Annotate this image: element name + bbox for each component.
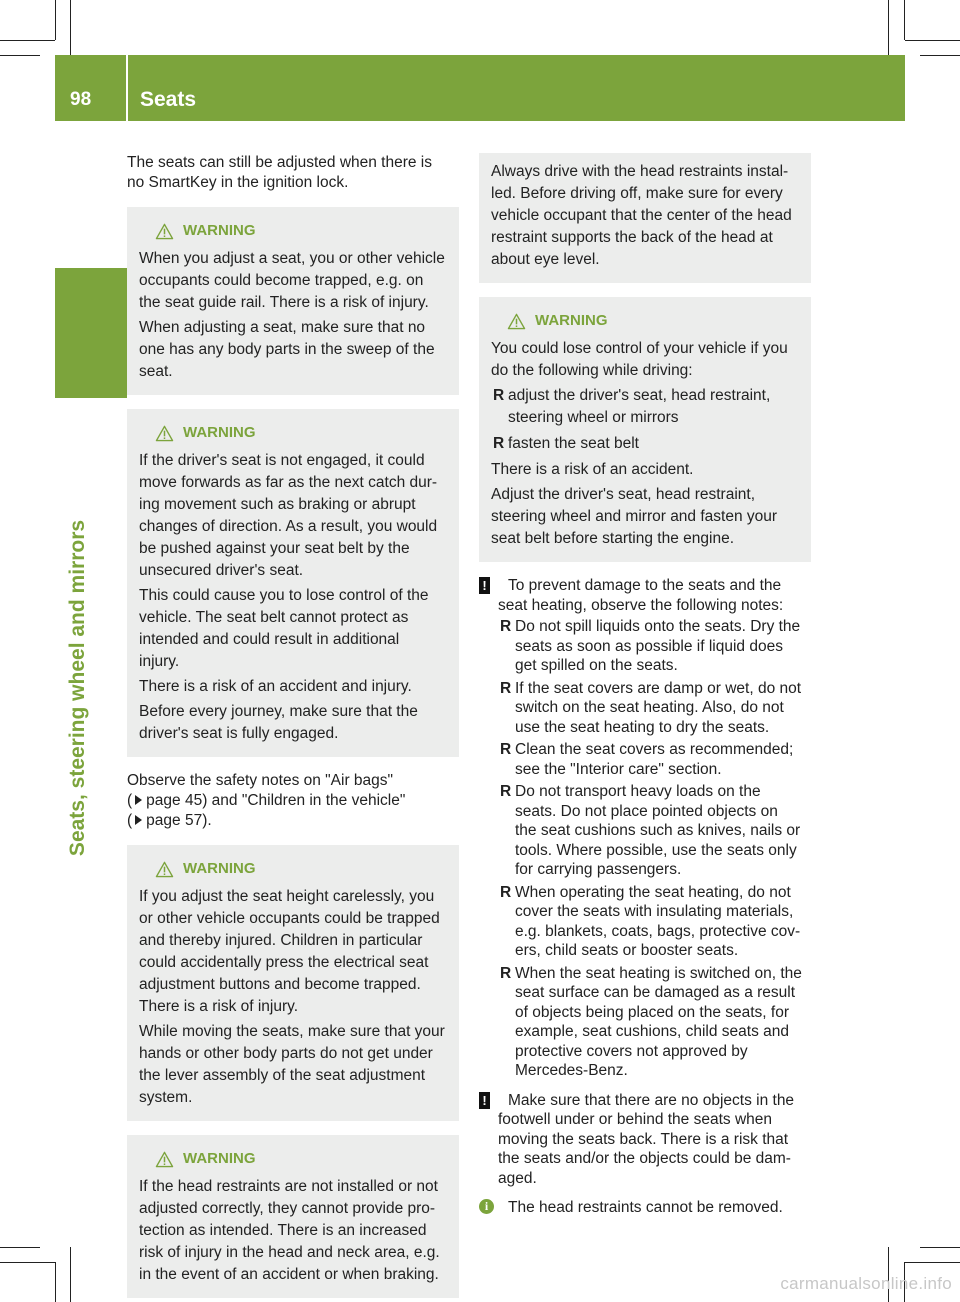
- bullet-marker: R: [500, 618, 512, 635]
- warning-text: When adjusting a seat, make sure that no one has any body parts in the sweep of the seat.: [139, 319, 435, 380]
- warning-header: [507, 310, 801, 332]
- page-reference-link[interactable]: page 57).: [146, 812, 212, 829]
- list-item: R When operating the seat heating, do not cover the seats with insulating materials, e.g. blankets, coats, bags, protective cov- ers, child seats or booster seats.: [500, 883, 801, 959]
- warning-text: Before every journey, make sure that the driver's seat is fully engaged.: [139, 703, 418, 742]
- note-bullet-list: [498, 617, 811, 1081]
- exclamation-icon: !: [479, 1092, 490, 1109]
- note-head-restraints-info: i The head restraints cannot be removed.: [479, 1198, 811, 1218]
- crop-mark: [888, 0, 889, 55]
- crop-mark: [920, 55, 960, 56]
- warning-text: You could lose control of your vehicle if you do the following while driving:: [491, 340, 788, 379]
- warning-header: [155, 220, 449, 242]
- list-item: R Do not spill liquids onto the seats. Dry the seats as soon as possible if liquid does get spilled on the seats.: [500, 618, 801, 674]
- bullet-marker: R: [500, 883, 512, 901]
- warning-text: If the head restraints are not installed or not adjusted correctly, they cannot provide pro- tection as intended. There is an increased risk of injury in the head and neck area, e.g. in the event of an accident or when braking.: [139, 1178, 440, 1283]
- warning-box-seat-adjust: [127, 207, 459, 395]
- bullet-marker: R: [493, 435, 505, 452]
- exclamation-icon: !: [479, 577, 490, 594]
- warning-header: [155, 422, 449, 444]
- intro-paragraph: The seats can still be adjusted when there is no SmartKey in the ignition lock.: [127, 154, 433, 191]
- bullet-marker: R: [500, 783, 512, 800]
- warning-text: There is a risk of an accident and injury.: [139, 678, 412, 695]
- crop-mark: [905, 1262, 960, 1263]
- warning-text: If the driver's seat is not engaged, it could move forwards as far as the next catch dur- ing movement such as braking or abrupt changes of direction. As a result, you would be pushed against your seat belt by the unsecured driver's seat.: [139, 452, 438, 579]
- info-box-head-restraints: [479, 153, 811, 283]
- list-item: R If the seat covers are damp or wet, do not switch on the seat heating. Also, do not use the seat heating to dry the seats.: [500, 679, 802, 736]
- page-reference-arrow-icon: [135, 815, 142, 825]
- info-box-text: Always drive with the head restraints instal- led. Before driving off, make sure for every vehicle occupant that the center of the head restraint supports the back of the head at about eye level.: [491, 163, 792, 268]
- list-item: R fasten the seat belt: [491, 433, 801, 455]
- list-item: R adjust the driver's seat, head restraint, steering wheel or mirrors: [493, 387, 771, 426]
- crop-mark: [70, 1247, 71, 1302]
- list-item: R Clean the seat covers as recommended; see the "Interior care" section.: [500, 741, 794, 778]
- warning-bullet-list: [491, 385, 801, 455]
- warning-label: WARNING: [535, 312, 608, 329]
- list-item: R When the seat heating is switched on, the seat surface can be damaged as a result of objects being placed on the seats, for example, seat cushions, child seats and protective covers not approved by Mercedes-Benz.: [500, 964, 802, 1079]
- list-item: R Do not transport heavy loads on the seats. Do not place pointed objects on the seat cushions such as knives, nails or tools. Where possible, use the seats only for carrying passengers.: [500, 783, 801, 878]
- right-column: [479, 153, 811, 1228]
- warning-box-head-restraints: [127, 1135, 459, 1298]
- warning-box-while-driving: [479, 297, 811, 562]
- crop-mark: [0, 55, 40, 56]
- warning-header: [155, 858, 449, 880]
- crop-mark: [70, 0, 71, 55]
- crop-mark: [920, 1247, 960, 1248]
- warning-header: [155, 1148, 449, 1170]
- warning-triangle-icon: [155, 1151, 174, 1168]
- warning-label: WARNING: [183, 424, 256, 441]
- warning-label: WARNING: [183, 1150, 256, 1167]
- warning-triangle-icon: [155, 223, 174, 240]
- note-damage-prevention: ! To prevent damage to the seats and the seat heating, observe the following notes: R Do not spill liquids onto the seats. Dry the seats as soon as possible if liquid does get spilled on the seats. R If the seat covers are damp or wet, do not switch on the seat heating. Also, do not use the seat heating to dry the seats. R Clean the seat covers as recommended; see the "Interior care" section. R Do not transport heavy loads on the seats. Do not place pointed objects on the seat cushions such as knives, nails or tools. Where possible, use the seats only for carrying passengers. R When operating the seat heating, do not cover the seats with insulating materials, e.g. blankets, coats, bags, protective cov- ers, child seats or booster seats. R When the seat heating is switched on, the seat surface can be damaged as a result of objects being placed on the seats, for example, seat cushions, child seats and protective covers not approved by Mercedes-Benz.: [479, 576, 811, 1081]
- warning-box-seat-engaged: [127, 409, 459, 757]
- left-column: [127, 153, 459, 1302]
- page-number: 98: [70, 89, 92, 110]
- info-icon: i: [479, 1199, 494, 1214]
- chapter-tab: [55, 268, 127, 398]
- crop-mark: [55, 0, 56, 40]
- crop-mark: [905, 40, 960, 41]
- warning-triangle-icon: [155, 425, 174, 442]
- safety-notes-reference: Observe the safety notes on "Air bags" ( page 45) and "Children in the vehicle" ( page 57).: [127, 772, 406, 829]
- page-reference-link[interactable]: page 45) and "Children in the vehicle": [146, 792, 406, 809]
- warning-text: There is a risk of an accident.: [491, 461, 694, 478]
- warning-text: This could cause you to lose control of the vehicle. The seat belt cannot protect as intended and could result in additional injury.: [139, 587, 429, 670]
- crop-mark: [0, 1247, 40, 1248]
- warning-triangle-icon: [507, 313, 526, 330]
- note-footwell-objects: ! Make sure that there are no objects in the footwell under or behind the seats when moving the seats back. There is a risk that the seats and/or the objects could be dam- aged.: [479, 1091, 811, 1189]
- section-title: Seats: [140, 88, 197, 111]
- bullet-marker: R: [500, 964, 512, 982]
- warning-box-seat-height: [127, 845, 459, 1121]
- warning-label: WARNING: [183, 860, 256, 877]
- warning-label: WARNING: [183, 222, 256, 239]
- crop-mark: [0, 1262, 55, 1263]
- warning-text: If you adjust the seat height carelessly, you or other vehicle occupants could be trapped and thereby injured. Children in particular could accidentally press the electrical seat adjustment buttons and become trapped. There is a risk of injury.: [139, 888, 440, 1015]
- bullet-marker: R: [493, 387, 505, 404]
- header-divider: [126, 55, 128, 121]
- crop-mark: [0, 40, 55, 41]
- crop-mark: [904, 0, 905, 40]
- warning-triangle-icon: [155, 861, 174, 878]
- crop-mark: [55, 1262, 56, 1302]
- watermark: carmanualsonline.info: [780, 1274, 952, 1293]
- warning-text: While moving the seats, make sure that your hands or other body parts do not get under the lever assembly of the seat adjustment system.: [139, 1023, 445, 1106]
- warning-text: Adjust the driver's seat, head restraint, steering wheel and mirror and fasten your seat belt before starting the engine.: [491, 486, 778, 547]
- page-reference-arrow-icon: [135, 795, 142, 805]
- warning-text: When you adjust a seat, you or other vehicle occupants could become trapped, e.g. on the seat guide rail. There is a risk of injury.: [139, 250, 445, 311]
- bullet-marker: R: [500, 679, 512, 697]
- bullet-marker: R: [500, 741, 512, 758]
